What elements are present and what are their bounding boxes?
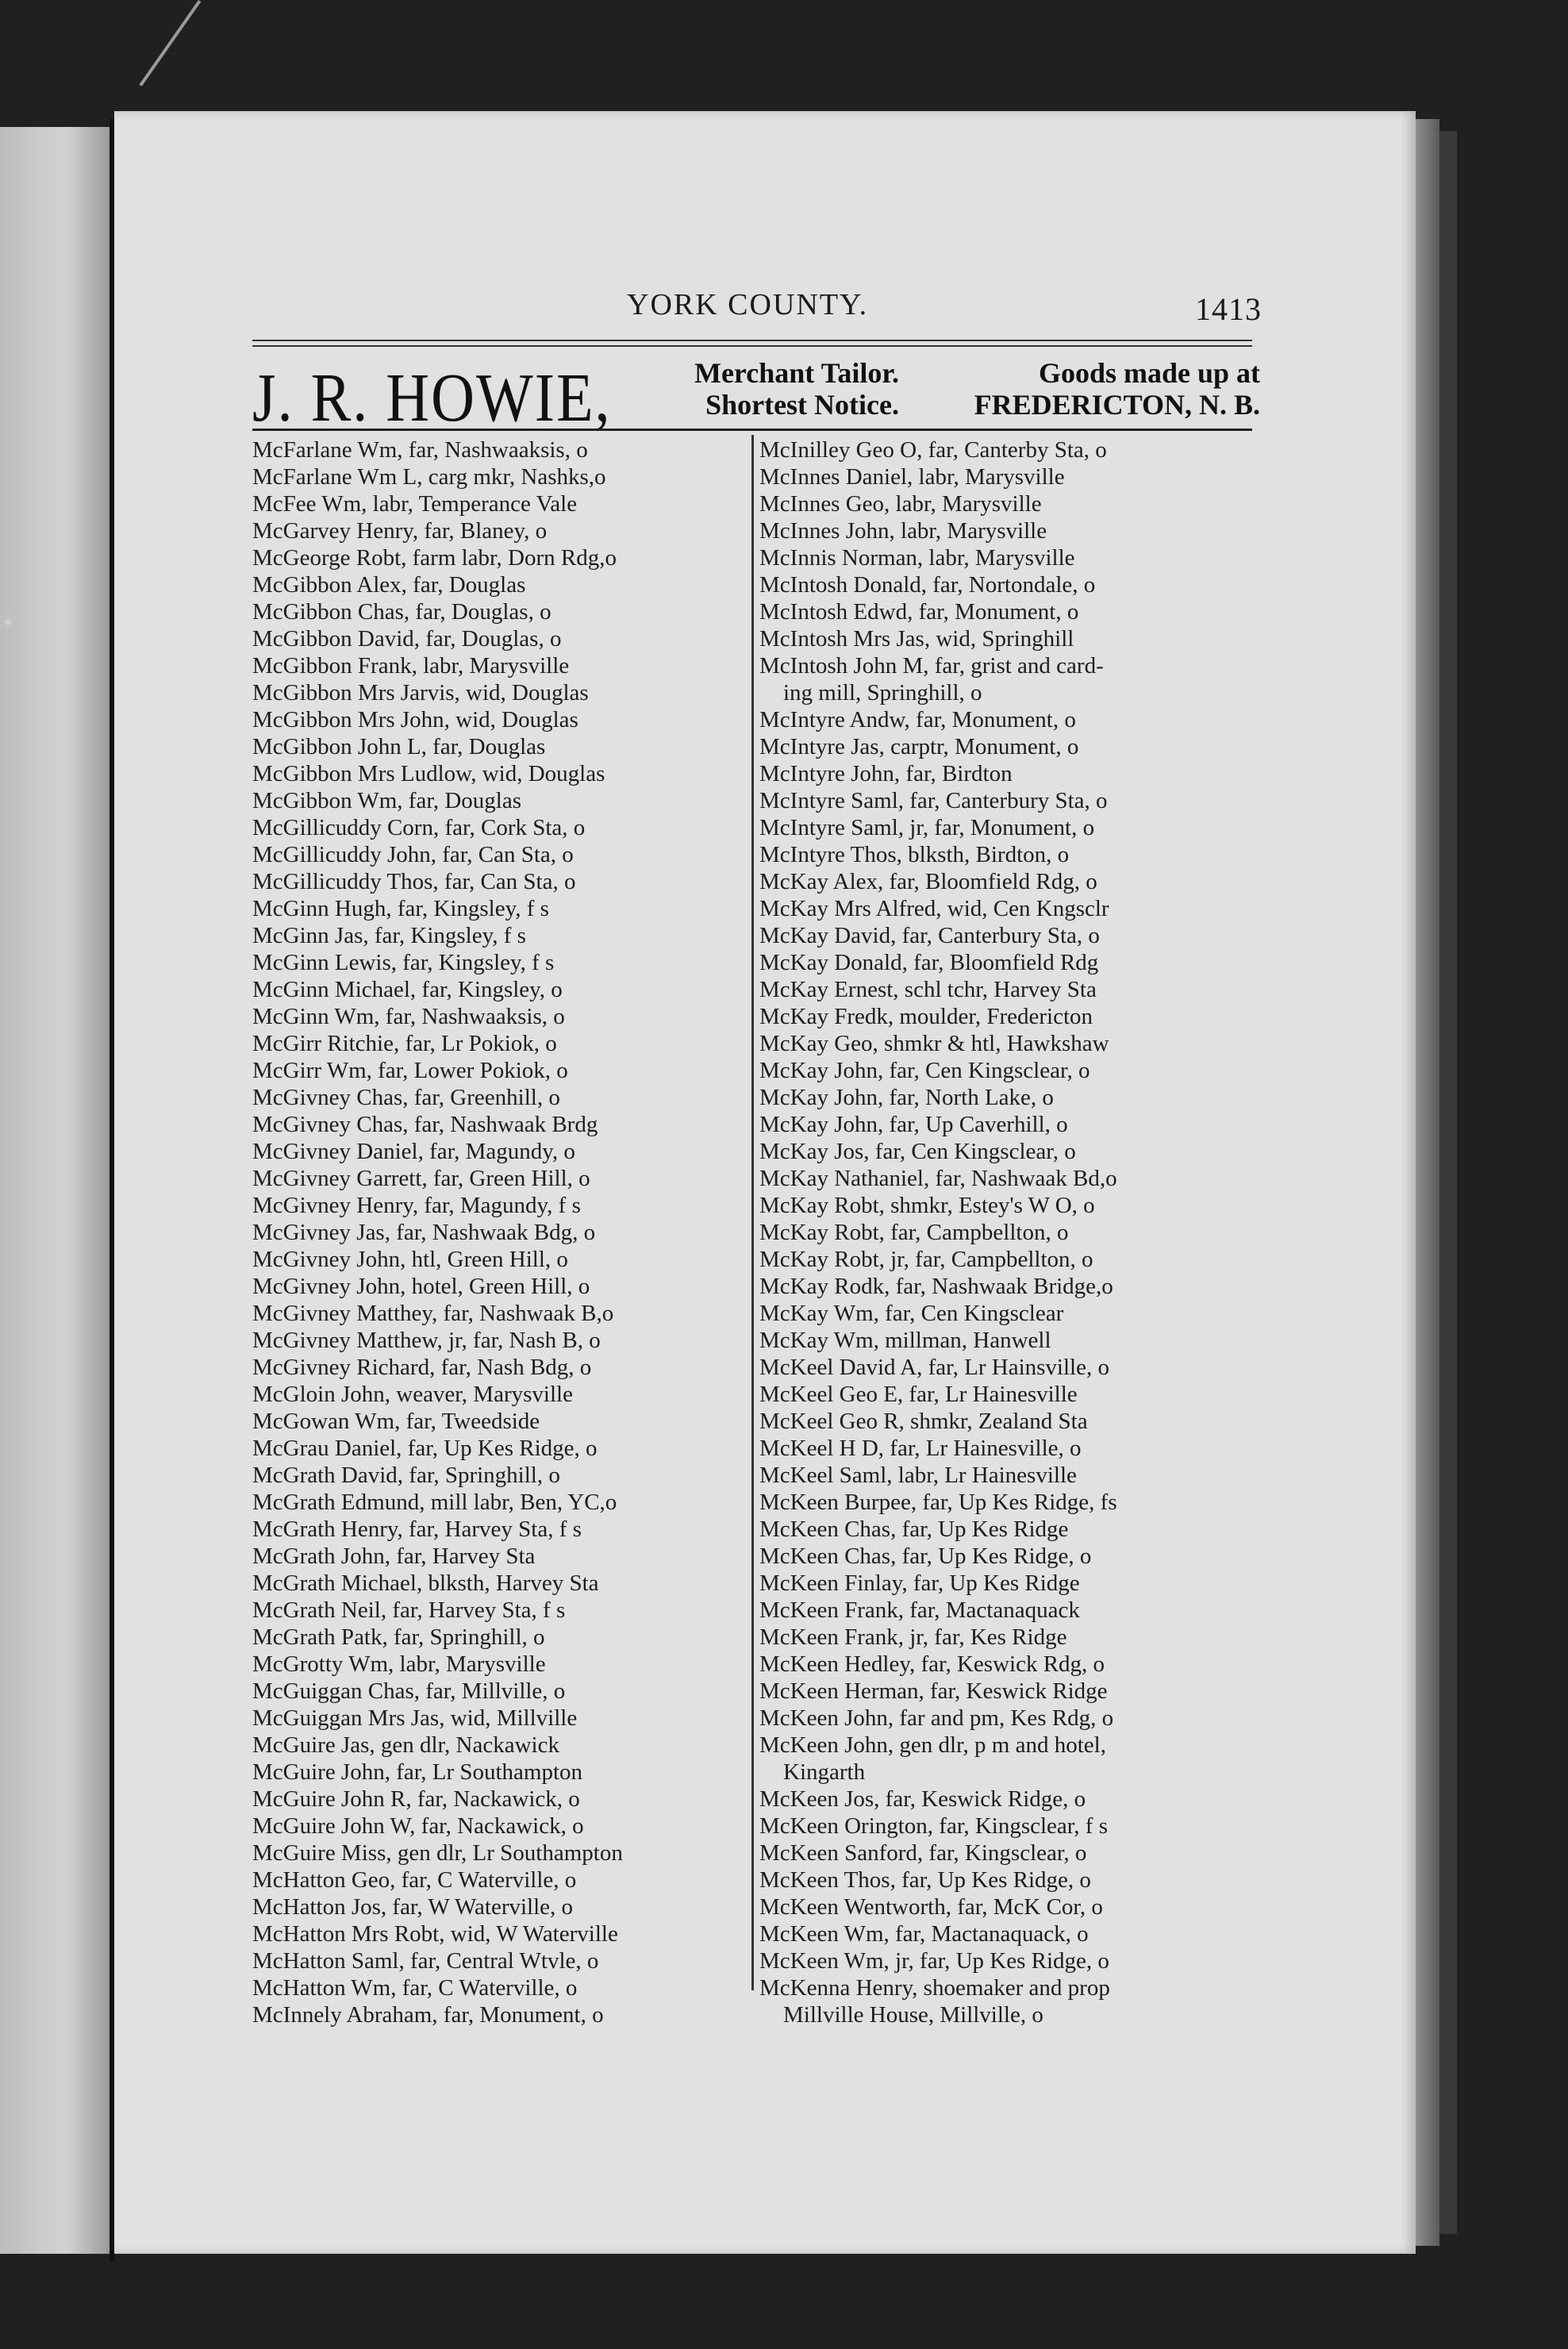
- directory-entry: McGivney Matthey, far, Nashwaak B,o: [252, 1301, 614, 1326]
- directory-entry: McGinn Hugh, far, Kingsley, f s: [252, 896, 549, 921]
- page-edge-shadow: [1416, 119, 1439, 2246]
- directory-entry: McKay Robt, shmkr, Estey's W O, o: [759, 1193, 1095, 1218]
- directory-entry: McGivney Chas, far, Greenhill, o: [252, 1085, 560, 1110]
- directory-entry: McKeen Burpee, far, Up Kes Ridge, fs: [759, 1490, 1117, 1515]
- dust-speck: [5, 619, 11, 625]
- directory-entry: McInnely Abraham, far, Monument, o: [252, 2002, 604, 2028]
- directory-entry: McGivney Matthew, jr, far, Nash B, o: [252, 1328, 601, 1353]
- directory-entry: McKeen Herman, far, Keswick Ridge: [759, 1678, 1108, 1704]
- directory-entry: ing mill, Springhill, o: [783, 680, 982, 705]
- directory-entry: McIntyre John, far, Birdton: [759, 761, 1013, 786]
- directory-entry: McGuire John R, far, Nackawick, o: [252, 1786, 580, 1812]
- directory-entry: McKeen Wentworth, far, McK Cor, o: [759, 1894, 1103, 1920]
- directory-entry: McGibbon Wm, far, Douglas: [252, 788, 521, 813]
- directory-entry: McKay John, far, Cen Kingsclear, o: [759, 1058, 1090, 1083]
- directory-entry: McKeel Geo E, far, Lr Hainesville: [759, 1382, 1078, 1407]
- directory-entry: McInnes John, labr, Marysville: [759, 518, 1047, 544]
- directory-entry: McKeen Wm, far, Mactanaquack, o: [759, 1921, 1089, 1947]
- trade-line-1: Merchant Tailor.: [694, 357, 899, 389]
- trade-line-2: Shortest Notice.: [705, 389, 899, 421]
- directory-entry: McGivney Chas, far, Nashwaak Brdg: [252, 1112, 598, 1137]
- directory-entry: McKay Mrs Alfred, wid, Cen Kngsclr: [759, 896, 1109, 921]
- directory-entry: McFarlane Wm L, carg mkr, Nashks,o: [252, 464, 606, 490]
- directory-entry: McGibbon Alex, far, Douglas: [252, 572, 526, 598]
- directory-entry: McKeel Geo R, shmkr, Zealand Sta: [759, 1409, 1088, 1434]
- directory-entry: McGivney Garrett, far, Green Hill, o: [252, 1166, 590, 1191]
- directory-entry: McIntosh John M, far, grist and card-: [759, 653, 1104, 679]
- directory-entry: McKay Jos, far, Cen Kingsclear, o: [759, 1139, 1076, 1164]
- directory-entry: McGivney Henry, far, Magundy, f s: [252, 1193, 581, 1218]
- directory-entry: McGibbon Mrs Ludlow, wid, Douglas: [252, 761, 605, 786]
- directory-entry: McIntyre Saml, far, Canterbury Sta, o: [759, 788, 1108, 813]
- banner-rule: [252, 429, 1252, 431]
- directory-entry: McGillicuddy Thos, far, Can Sta, o: [252, 869, 576, 894]
- directory-entry: McKeen Sanford, far, Kingsclear, o: [759, 1840, 1087, 1866]
- directory-entry: McFee Wm, labr, Temperance Vale: [252, 491, 578, 517]
- directory-entry: McInnes Geo, labr, Marysville: [759, 491, 1042, 517]
- directory-entry: McKeen Jos, far, Keswick Ridge, o: [759, 1786, 1086, 1812]
- directory-entry: McGuire John W, far, Nackawick, o: [252, 1813, 584, 1839]
- directory-entry: McGrath Patk, far, Springhill, o: [252, 1624, 545, 1650]
- directory-entry: McKeen Wm, jr, far, Up Kes Ridge, o: [759, 1948, 1109, 1974]
- directory-entry: McKay Robt, far, Campbellton, o: [759, 1220, 1069, 1245]
- directory-entry: McGinn Jas, far, Kingsley, f s: [252, 923, 526, 948]
- directory-entry: McKeen Finlay, far, Up Kes Ridge: [759, 1570, 1080, 1596]
- directory-entry: McKay Robt, jr, far, Campbellton, o: [759, 1247, 1093, 1272]
- directory-entry: McGirr Wm, far, Lower Pokiok, o: [252, 1058, 568, 1083]
- directory-entry: McKeel H D, far, Lr Hainesville, o: [759, 1436, 1082, 1461]
- directory-entry: McGrau Daniel, far, Up Kes Ridge, o: [252, 1436, 598, 1461]
- directory-entry: McKeen Chas, far, Up Kes Ridge, o: [759, 1544, 1092, 1569]
- directory-entry: McGibbon John L, far, Douglas: [252, 734, 546, 759]
- directory-entry: McKeen John, gen dlr, p m and hotel,: [759, 1732, 1106, 1758]
- directory-entry: McGowan Wm, far, Tweedside: [252, 1409, 540, 1434]
- directory-entry: McIntyre Thos, blksth, Birdton, o: [759, 842, 1070, 867]
- directory-entry: McKeen Orington, far, Kingsclear, f s: [759, 1813, 1108, 1839]
- directory-entry: McKay Fredk, moulder, Fredericton: [759, 1004, 1093, 1029]
- directory-entry: McGuire John, far, Lr Southampton: [252, 1759, 583, 1785]
- directory-entry: McIntyre Saml, jr, far, Monument, o: [759, 815, 1095, 840]
- directory-entry: McGinn Lewis, far, Kingsley, f s: [252, 950, 555, 975]
- directory-entry: McKeel Saml, labr, Lr Hainesville: [759, 1463, 1077, 1488]
- directory-entry: McGrath Edmund, mill labr, Ben, YC,o: [252, 1490, 617, 1515]
- directory-entry: McIntyre Andw, far, Monument, o: [759, 707, 1076, 732]
- directory-entry: McGuire Jas, gen dlr, Nackawick: [252, 1732, 559, 1758]
- directory-entry: McGivney Richard, far, Nash Bdg, o: [252, 1355, 592, 1380]
- directory-entry: McHatton Wm, far, C Waterville, o: [252, 1975, 578, 2001]
- directory-entry: McGibbon Mrs John, wid, Douglas: [252, 707, 578, 732]
- directory-entry: McKay Wm, far, Cen Kingsclear: [759, 1301, 1064, 1326]
- directory-entry: McKay Rodk, far, Nashwaak Bridge,o: [759, 1274, 1113, 1299]
- directory-entry: McHatton Geo, far, C Waterville, o: [252, 1867, 577, 1893]
- directory-entry: McGinn Wm, far, Nashwaaksis, o: [252, 1004, 565, 1029]
- right-directory-column: [759, 436, 1259, 2028]
- directory-entry: McGivney Daniel, far, Magundy, o: [252, 1139, 575, 1164]
- directory-entry: McInilley Geo O, far, Canterby Sta, o: [759, 437, 1107, 463]
- directory-entry: McKay Geo, shmkr & htl, Hawkshaw: [759, 1031, 1109, 1056]
- directory-entry: McKeen Frank, jr, far, Kes Ridge: [759, 1624, 1067, 1650]
- directory-entry: McKeen Hedley, far, Keswick Rdg, o: [759, 1651, 1105, 1677]
- film-scratch: [139, 0, 201, 87]
- directory-entry: McGibbon Frank, labr, Marysville: [252, 653, 570, 679]
- previous-page-edge: [0, 127, 111, 2254]
- location-line-2: FREDERICTON, N. B.: [974, 389, 1260, 421]
- directory-entry: Millville House, Millville, o: [783, 2002, 1043, 2028]
- directory-entry: McKeel David A, far, Lr Hainsville, o: [759, 1355, 1109, 1380]
- directory-entry: McKay Wm, millman, Hanwell: [759, 1328, 1051, 1353]
- directory-entry: McGirr Ritchie, far, Lr Pokiok, o: [252, 1031, 557, 1056]
- directory-entry: McGillicuddy John, far, Can Sta, o: [252, 842, 574, 867]
- directory-entry: Kingarth: [783, 1759, 866, 1785]
- directory-entry: McGuiggan Mrs Jas, wid, Millville: [252, 1705, 578, 1731]
- directory-entry: McGillicuddy Corn, far, Cork Sta, o: [252, 815, 586, 840]
- directory-entry: McGarvey Henry, far, Blaney, o: [252, 518, 548, 544]
- directory-entry: McHatton Mrs Robt, wid, W Waterville: [252, 1921, 618, 1947]
- directory-entry: McHatton Saml, far, Central Wtvle, o: [252, 1948, 599, 1974]
- directory-entry: McKay David, far, Canterbury Sta, o: [759, 923, 1100, 948]
- directory-entry: McGrotty Wm, labr, Marysville: [252, 1651, 546, 1677]
- left-directory-column: [252, 436, 744, 2028]
- header-double-rule: [252, 340, 1252, 347]
- directory-entry: McKay Ernest, schl tchr, Harvey Sta: [759, 977, 1097, 1002]
- directory-entry: McGrath John, far, Harvey Sta: [252, 1544, 536, 1569]
- directory-entry: McKay Alex, far, Bloomfield Rdg, o: [759, 869, 1097, 894]
- directory-entry: McKay John, far, North Lake, o: [759, 1085, 1054, 1110]
- advertisement-location: [927, 357, 1260, 421]
- column-divider: [751, 435, 754, 1990]
- directory-entry: McKeen John, far and pm, Kes Rdg, o: [759, 1705, 1114, 1731]
- directory-entry: McGibbon Mrs Jarvis, wid, Douglas: [252, 680, 589, 705]
- directory-entry: McIntyre Jas, carptr, Monument, o: [759, 734, 1079, 759]
- page-number: 1413: [1195, 291, 1262, 327]
- book-cover-edge: [1439, 131, 1457, 2234]
- directory-entry: McGrath Henry, far, Harvey Sta, f s: [252, 1517, 582, 1542]
- advertisement-banner: [252, 349, 1260, 436]
- directory-entry: McKenna Henry, shoemaker and prop: [759, 1975, 1110, 2001]
- page-header: [246, 287, 1262, 335]
- directory-entry: McIntosh Donald, far, Nortondale, o: [759, 572, 1096, 598]
- directory-entry: McGivney Jas, far, Nashwaak Bdg, o: [252, 1220, 596, 1245]
- directory-entry: McGrath Michael, blksth, Harvey Sta: [252, 1570, 599, 1596]
- directory-entry: McKeen Frank, far, Mactanaquack: [759, 1597, 1080, 1623]
- advertisement-trade: [613, 357, 899, 421]
- directory-entry: McKay Nathaniel, far, Nashwaak Bd,o: [759, 1166, 1117, 1191]
- directory-entry: McKeen Thos, far, Up Kes Ridge, o: [759, 1867, 1091, 1893]
- directory-entry: McGivney John, htl, Green Hill, o: [252, 1247, 568, 1272]
- directory-entry: McKeen Chas, far, Up Kes Ridge: [759, 1517, 1069, 1542]
- directory-entry: McHatton Jos, far, W Waterville, o: [252, 1894, 574, 1920]
- directory-entry: McKay John, far, Up Caverhill, o: [759, 1112, 1068, 1137]
- running-title: YORK COUNTY.: [627, 288, 869, 321]
- directory-entry: McKay Donald, far, Bloomfield Rdg: [759, 950, 1099, 975]
- directory-entry: McIntosh Edwd, far, Monument, o: [759, 599, 1079, 625]
- directory-entry: McGloin John, weaver, Marysville: [252, 1382, 573, 1407]
- directory-entry: McGeorge Robt, farm labr, Dorn Rdg,o: [252, 545, 617, 571]
- directory-entry: McGinn Michael, far, Kingsley, o: [252, 977, 563, 1002]
- directory-entry: McGuiggan Chas, far, Millville, o: [252, 1678, 566, 1704]
- directory-entry: McInnis Norman, labr, Marysville: [759, 545, 1075, 571]
- directory-entry: McInnes Daniel, labr, Marysville: [759, 464, 1065, 490]
- directory-entry: McFarlane Wm, far, Nashwaaksis, o: [252, 437, 588, 463]
- location-line-1: Goods made up at: [1038, 357, 1260, 389]
- directory-entry: McGrath Neil, far, Harvey Sta, f s: [252, 1597, 566, 1623]
- advertiser-name: J. R. HOWIE,: [252, 359, 612, 436]
- directory-entry: McGibbon David, far, Douglas, o: [252, 626, 562, 652]
- directory-entry: McGibbon Chas, far, Douglas, o: [252, 599, 551, 625]
- directory-entry: McGivney John, hotel, Green Hill, o: [252, 1274, 590, 1299]
- directory-entry: McGuire Miss, gen dlr, Lr Southampton: [252, 1840, 623, 1866]
- directory-entry: McGrath David, far, Springhill, o: [252, 1463, 560, 1488]
- directory-entry: McIntosh Mrs Jas, wid, Springhill: [759, 626, 1074, 652]
